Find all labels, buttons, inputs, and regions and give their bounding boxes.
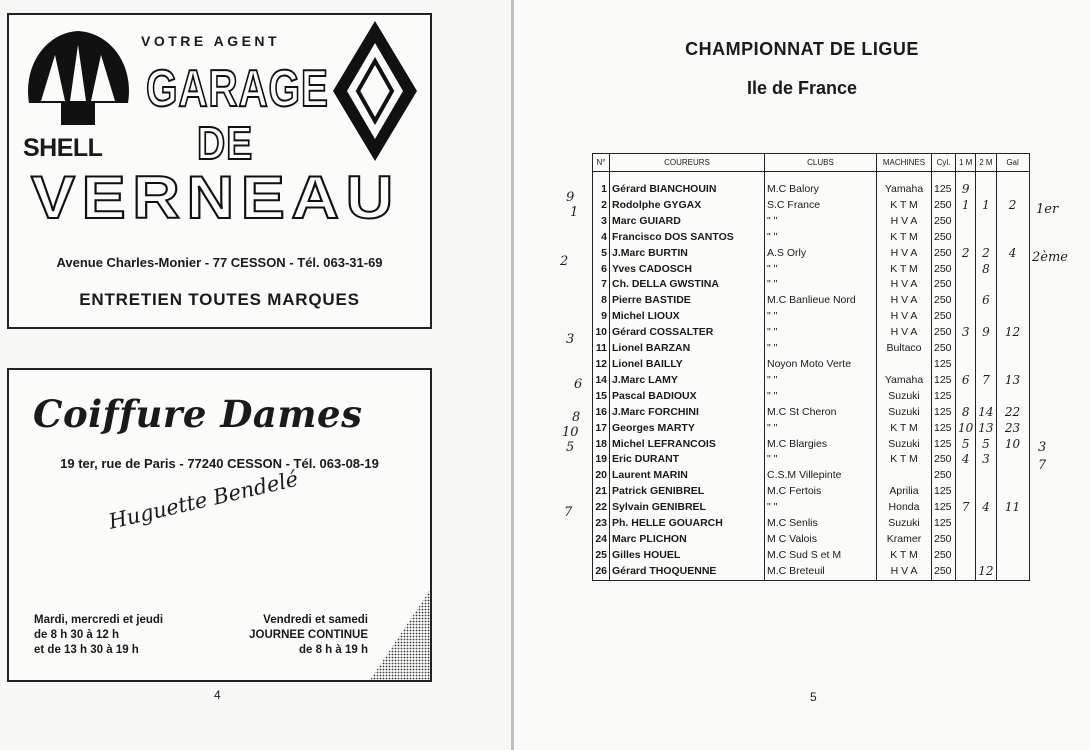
table-cell-m2 (976, 548, 996, 564)
table-cell-m2 (976, 341, 996, 357)
spacer-cell (593, 172, 610, 183)
table-cell-mach: K T M (877, 230, 932, 246)
table-cell-m1: 8 (956, 405, 976, 421)
table-cell-m2: 13 (976, 421, 996, 437)
handwritten-mark: 9 (566, 190, 575, 205)
table-cell-club: " " (765, 341, 877, 357)
handwritten-mark: 7 (1038, 458, 1047, 473)
table-cell-name: Pierre BASTIDE (610, 293, 765, 309)
column-header: MACHINES (877, 154, 932, 172)
table-cell-n: 4 (593, 230, 610, 246)
table-row (593, 421, 1030, 437)
table-cell-mach: K T M (877, 421, 932, 437)
table-cell-cyl: 125 (932, 500, 956, 516)
hours-line: et de 13 h 30 à 19 h (34, 644, 139, 656)
table-cell-mach: K T M (877, 198, 932, 214)
table-cell-name: Eric DURANT (610, 452, 765, 468)
entretien-text: ENTRETIEN TOUTES MARQUES (79, 290, 360, 309)
column-header: 1 M (956, 154, 976, 172)
table-cell-name: Gérard THOQUENNE (610, 564, 765, 580)
table-cell-gal (996, 262, 1029, 278)
table-cell-gal (996, 532, 1029, 548)
table-cell-cyl: 250 (932, 230, 956, 246)
table-cell-mach: H V A (877, 309, 932, 325)
table-cell-club: A.S Orly (765, 246, 877, 262)
table-cell-m2: 2 (976, 246, 996, 262)
table-cell-club: " " (765, 452, 877, 468)
table-cell-m1: 1 (956, 198, 976, 214)
table-row (593, 246, 1030, 262)
table-row (593, 437, 1030, 453)
handwritten-mark: 3 (566, 332, 575, 347)
table-cell-cyl: 250 (932, 532, 956, 548)
table-cell-mach: H V A (877, 277, 932, 293)
table-cell-name: Georges MARTY (610, 421, 765, 437)
shell-brand-text: SHELL (23, 134, 103, 162)
table-cell-m1 (956, 214, 976, 230)
table-cell-n: 5 (593, 246, 610, 262)
table-cell-name: Yves CADOSCH (610, 262, 765, 278)
results-table (592, 153, 1030, 581)
table-cell-gal (996, 468, 1029, 484)
signature-text: Huguette Bendelé (106, 466, 301, 534)
table-cell-club: M.C St Cheron (765, 405, 877, 421)
table-cell-cyl: 250 (932, 468, 956, 484)
spacer-cell (996, 172, 1029, 183)
table-cell-n: 15 (593, 389, 610, 405)
table-row (593, 405, 1030, 421)
table-body (593, 172, 1030, 581)
table-cell-m1 (956, 389, 976, 405)
column-header: CLUBS (765, 154, 877, 172)
table-cell-n: 8 (593, 293, 610, 309)
table-cell-m1: 3 (956, 325, 976, 341)
table-cell-mach (877, 468, 932, 484)
table-cell-m1: 9 (956, 182, 976, 198)
table-cell-m2: 12 (976, 564, 996, 580)
table-cell-mach: Suzuki (877, 405, 932, 421)
table-cell-n: 3 (593, 214, 610, 230)
handwritten-mark: 5 (566, 440, 575, 455)
table-cell-gal: 2 (996, 198, 1029, 214)
hours-line: JOURNEE CONTINUE (249, 629, 368, 641)
table-spacer-row (593, 172, 1030, 183)
table-cell-mach: Suzuki (877, 437, 932, 453)
table-cell-club: M.C Sud S et M (765, 548, 877, 564)
right-page (514, 0, 1090, 750)
table-cell-m2 (976, 230, 996, 246)
table-row (593, 389, 1030, 405)
table-cell-n: 1 (593, 182, 610, 198)
table-cell-club: " " (765, 277, 877, 293)
table-cell-m2 (976, 214, 996, 230)
championship-subtitle: Ile de France (746, 78, 858, 98)
table-cell-cyl: 250 (932, 548, 956, 564)
spacer-cell (765, 172, 877, 183)
table-cell-club: " " (765, 325, 877, 341)
table-cell-mach: Honda (877, 500, 932, 516)
table-cell-cyl: 125 (932, 373, 956, 389)
table-cell-m2 (976, 309, 996, 325)
table-cell-n: 7 (593, 277, 610, 293)
table-row (593, 230, 1030, 246)
table-row (593, 325, 1030, 341)
table-cell-mach: H V A (877, 564, 932, 580)
table-cell-gal: 13 (996, 373, 1029, 389)
table-cell-cyl: 125 (932, 516, 956, 532)
table-cell-name: Marc PLICHON (610, 532, 765, 548)
table-cell-club: " " (765, 500, 877, 516)
handwritten-mark: 3 (1038, 440, 1047, 455)
table-row (593, 357, 1030, 373)
table-cell-m2: 7 (976, 373, 996, 389)
table-cell-m2 (976, 484, 996, 500)
hours-line: de 8 h 30 à 12 h (34, 629, 120, 641)
table-cell-mach: Kramer (877, 532, 932, 548)
column-header: Gal (996, 154, 1029, 172)
table-cell-gal: 23 (996, 421, 1029, 437)
votre-agent-text: VOTRE AGENT (141, 33, 281, 49)
table-cell-name: Gérard BIANCHOUIN (610, 182, 765, 198)
table-cell-cyl: 250 (932, 277, 956, 293)
table-cell-m1 (956, 468, 976, 484)
table-cell-cyl: 250 (932, 309, 956, 325)
table-row (593, 214, 1030, 230)
table-cell-m2: 3 (976, 452, 996, 468)
table-cell-mach: Aprilia (877, 484, 932, 500)
table-cell-n: 12 (593, 357, 610, 373)
table-cell-club: M.C Banlieue Nord (765, 293, 877, 309)
table-cell-m1 (956, 230, 976, 246)
table-cell-gal (996, 357, 1029, 373)
table-cell-club: " " (765, 214, 877, 230)
table-cell-mach: H V A (877, 293, 932, 309)
table-cell-n: 18 (593, 437, 610, 453)
table-cell-m2: 8 (976, 262, 996, 278)
table-row (593, 277, 1030, 293)
table-cell-cyl: 250 (932, 325, 956, 341)
table-cell-cyl: 250 (932, 198, 956, 214)
spacer-cell (932, 172, 956, 183)
table-cell-gal (996, 389, 1029, 405)
table-cell-cyl: 125 (932, 389, 956, 405)
table-cell-name: J.Marc FORCHINI (610, 405, 765, 421)
table-cell-m2 (976, 277, 996, 293)
table-cell-n: 6 (593, 262, 610, 278)
handwritten-mark: 1er (1036, 202, 1059, 217)
table-cell-n: 2 (593, 198, 610, 214)
table-cell-m1 (956, 548, 976, 564)
shell-logo-icon (21, 25, 136, 135)
table-cell-m1 (956, 532, 976, 548)
table-cell-name: J.Marc LAMY (610, 373, 765, 389)
table-cell-n: 26 (593, 564, 610, 580)
table-cell-name: Michel LIOUX (610, 309, 765, 325)
table-row (593, 500, 1030, 516)
table-cell-m1: 2 (956, 246, 976, 262)
table-cell-name: Francisco DOS SANTOS (610, 230, 765, 246)
handwritten-mark: 7 (564, 505, 573, 520)
table-cell-gal (996, 452, 1029, 468)
table-cell-n: 10 (593, 325, 610, 341)
table-cell-club: M C Valois (765, 532, 877, 548)
table-cell-m1 (956, 262, 976, 278)
table-cell-mach: K T M (877, 262, 932, 278)
table-cell-m1: 4 (956, 452, 976, 468)
table-cell-gal (996, 484, 1029, 500)
table-cell-m1 (956, 516, 976, 532)
table-cell-gal (996, 277, 1029, 293)
de-text: DE (197, 117, 254, 169)
handwritten-mark: 10 (562, 425, 579, 440)
table-cell-m2 (976, 182, 996, 198)
spacer-cell (877, 172, 932, 183)
hours-line: Mardi, mercredi et jeudi (34, 614, 164, 626)
table-cell-gal (996, 516, 1029, 532)
table-cell-mach: Suzuki (877, 516, 932, 532)
table-cell-m2 (976, 516, 996, 532)
table-cell-gal (996, 230, 1029, 246)
table-cell-gal (996, 564, 1029, 580)
table-cell-cyl: 250 (932, 452, 956, 468)
table-cell-name: Rodolphe GYGAX (610, 198, 765, 214)
table-cell-m1: 5 (956, 437, 976, 453)
garage-address: Avenue Charles-Monier - 77 CESSON - Tél. 063-31-69 (56, 255, 383, 270)
table-cell-n: 9 (593, 309, 610, 325)
table-cell-m2: 4 (976, 500, 996, 516)
table-cell-mach: Bultaco (877, 341, 932, 357)
table-cell-mach (877, 357, 932, 373)
table-cell-n: 21 (593, 484, 610, 500)
handwritten-mark: 2ème (1032, 250, 1068, 265)
handwritten-mark: 1 (570, 205, 579, 220)
table-cell-n: 20 (593, 468, 610, 484)
table-cell-club: " " (765, 230, 877, 246)
table-cell-n: 24 (593, 532, 610, 548)
table-row (593, 198, 1030, 214)
table-cell-m2: 9 (976, 325, 996, 341)
garage-text: GARAGE (146, 60, 329, 118)
table-cell-gal: 4 (996, 246, 1029, 262)
table-cell-club: " " (765, 309, 877, 325)
table-row (593, 293, 1030, 309)
column-header: COUREURS (610, 154, 765, 172)
table-cell-m1 (956, 293, 976, 309)
table-cell-cyl: 125 (932, 182, 956, 198)
page-number-right: 5 (810, 690, 817, 704)
table-cell-gal: 11 (996, 500, 1029, 516)
table-cell-m1: 6 (956, 373, 976, 389)
table-cell-gal (996, 293, 1029, 309)
handwritten-mark: 2 (560, 254, 569, 269)
table-cell-name: Ph. HELLE GOUARCH (610, 516, 765, 532)
table-cell-m2 (976, 468, 996, 484)
hours-line: de 8 h à 19 h (298, 644, 368, 656)
column-header: N° (593, 154, 610, 172)
table-cell-club: M.C Balory (765, 182, 877, 198)
handwritten-mark: 8 (572, 410, 581, 425)
table-row (593, 516, 1030, 532)
table-row (593, 532, 1030, 548)
table-cell-club: " " (765, 421, 877, 437)
table-cell-name: Ch. DELLA GWSTINA (610, 277, 765, 293)
table-cell-name: Laurent MARIN (610, 468, 765, 484)
table-cell-m1: 10 (956, 421, 976, 437)
table-cell-m1 (956, 484, 976, 500)
table-cell-cyl: 125 (932, 421, 956, 437)
table-cell-gal: 12 (996, 325, 1029, 341)
table-cell-mach: Suzuki (877, 389, 932, 405)
table-cell-gal (996, 182, 1029, 198)
table-cell-m2: 5 (976, 437, 996, 453)
table-cell-m1 (956, 564, 976, 580)
hours-weekdays (34, 613, 163, 658)
spacer-cell (976, 172, 996, 183)
table-cell-name: Gérard COSSALTER (610, 325, 765, 341)
table-row (593, 564, 1030, 580)
table-cell-cyl: 250 (932, 214, 956, 230)
table-cell-n: 11 (593, 341, 610, 357)
table-cell-name: J.Marc BURTIN (610, 246, 765, 262)
table-cell-n: 25 (593, 548, 610, 564)
table-cell-cyl: 250 (932, 246, 956, 262)
table-cell-m2: 1 (976, 198, 996, 214)
table-cell-club: " " (765, 389, 877, 405)
table-cell-cyl: 125 (932, 405, 956, 421)
table-cell-cyl: 125 (932, 437, 956, 453)
table-cell-gal: 22 (996, 405, 1029, 421)
table-cell-club: M.C Senlis (765, 516, 877, 532)
table-cell-m2 (976, 357, 996, 373)
table-cell-cyl: 250 (932, 564, 956, 580)
table-cell-club: " " (765, 262, 877, 278)
table-cell-gal (996, 548, 1029, 564)
table-cell-n: 14 (593, 373, 610, 389)
verneau-text: VERNEAU (31, 164, 400, 231)
table-cell-m2 (976, 532, 996, 548)
table-cell-name: Pascal BADIOUX (610, 389, 765, 405)
championship-title: CHAMPIONNAT DE LIGUE (685, 39, 919, 59)
hours-weekend (249, 613, 368, 658)
table-cell-m2: 6 (976, 293, 996, 309)
column-header: Cyl. (932, 154, 956, 172)
table-cell-club: C.S.M Villepinte (765, 468, 877, 484)
table-cell-name: Marc GUIARD (610, 214, 765, 230)
table-cell-mach: Yamaha (877, 373, 932, 389)
hours-line: Vendredi et samedi (263, 614, 368, 626)
table-cell-n: 16 (593, 405, 610, 421)
table-row (593, 309, 1030, 325)
left-page (0, 0, 511, 750)
table-cell-mach: H V A (877, 214, 932, 230)
table-cell-mach: H V A (877, 325, 932, 341)
column-header: 2 M (976, 154, 996, 172)
table-cell-cyl: 250 (932, 293, 956, 309)
table-row (593, 373, 1030, 389)
table-row (593, 452, 1030, 468)
table-cell-name: Patrick GENIBREL (610, 484, 765, 500)
table-cell-m1 (956, 277, 976, 293)
corner-hatch-decoration (370, 590, 430, 680)
table-cell-cyl: 125 (932, 484, 956, 500)
coiffure-address: 19 ter, rue de Paris - 77240 CESSON - Tél. 063-08-19 (60, 456, 379, 471)
shell-garage-ad (7, 13, 432, 329)
table-row (593, 468, 1030, 484)
table-cell-cyl: 125 (932, 357, 956, 373)
table-cell-n: 23 (593, 516, 610, 532)
coiffure-title: Coiffure Dames (33, 392, 363, 436)
table-cell-name: Sylvain GENIBREL (610, 500, 765, 516)
table-cell-m1 (956, 341, 976, 357)
table-cell-name: Michel LEFRANCOIS (610, 437, 765, 453)
table-cell-gal: 10 (996, 437, 1029, 453)
table-cell-mach: K T M (877, 548, 932, 564)
coiffure-dames-ad (7, 368, 432, 682)
table-cell-mach: Yamaha (877, 182, 932, 198)
renault-logo-icon (329, 17, 421, 165)
table-cell-club: S.C France (765, 198, 877, 214)
table-cell-m2 (976, 389, 996, 405)
table-cell-club: " " (765, 373, 877, 389)
table-cell-club: M.C Breteuil (765, 564, 877, 580)
handwritten-mark: 6 (574, 377, 583, 392)
table-row (593, 548, 1030, 564)
table-cell-m1: 7 (956, 500, 976, 516)
table-cell-m1 (956, 357, 976, 373)
table-cell-gal (996, 341, 1029, 357)
table-cell-n: 17 (593, 421, 610, 437)
table-cell-club: M.C Blargies (765, 437, 877, 453)
table-cell-name: Gilles HOUEL (610, 548, 765, 564)
table-cell-m1 (956, 309, 976, 325)
table-header-row (593, 154, 1030, 172)
table-cell-gal (996, 214, 1029, 230)
table-row (593, 262, 1030, 278)
table-row (593, 341, 1030, 357)
table-cell-gal (996, 309, 1029, 325)
table-cell-club: M.C Fertois (765, 484, 877, 500)
table-cell-m2: 14 (976, 405, 996, 421)
table-row (593, 182, 1030, 198)
table-cell-club: Noyon Moto Verte (765, 357, 877, 373)
table-cell-mach: H V A (877, 246, 932, 262)
spacer-cell (956, 172, 976, 183)
table-cell-n: 22 (593, 500, 610, 516)
spacer-cell (610, 172, 765, 183)
table-cell-cyl: 250 (932, 341, 956, 357)
table-cell-name: Lionel BAILLY (610, 357, 765, 373)
table-row (593, 484, 1030, 500)
table-cell-cyl: 250 (932, 262, 956, 278)
table-cell-mach: K T M (877, 452, 932, 468)
page-number-left: 4 (214, 688, 221, 702)
table-cell-name: Lionel BARZAN (610, 341, 765, 357)
table-cell-n: 19 (593, 452, 610, 468)
